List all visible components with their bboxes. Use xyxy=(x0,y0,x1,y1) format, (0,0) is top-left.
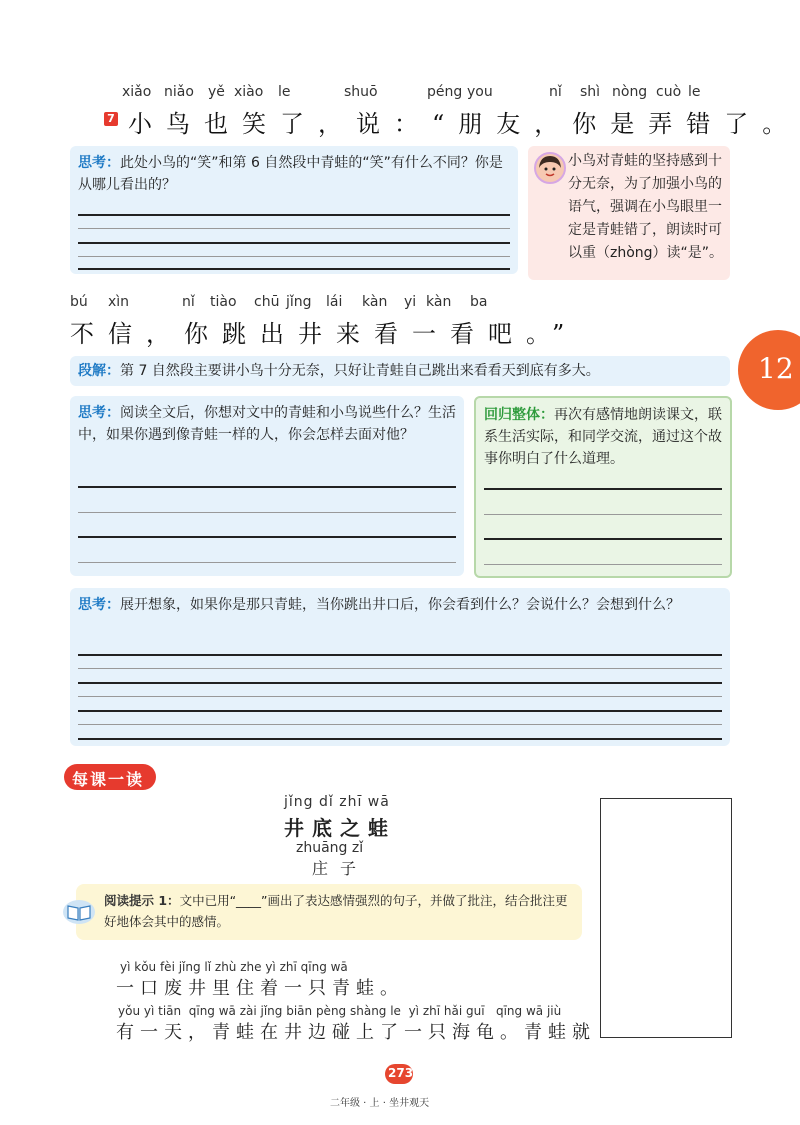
answer-line xyxy=(78,562,456,563)
think1-text: 此处小鸟的“笑”和第 6 自然段中青蛙的“笑”有什么不同？你是从哪儿看出的？ xyxy=(78,155,503,193)
duanjie-text: 第 7 自然段主要讲小鸟十分无奈，只好让青蛙自己跳出来看看天到底有多大。 xyxy=(120,363,600,379)
answer-line xyxy=(78,710,722,712)
pinyin: chū xyxy=(254,294,280,310)
pinyin: nǐ xyxy=(182,294,195,310)
paragraph-number-badge xyxy=(104,112,118,126)
answer-line xyxy=(78,738,722,740)
answer-line xyxy=(78,214,510,216)
reading-author: 庄子 xyxy=(312,859,369,878)
reading-hint-text-wrap xyxy=(104,890,578,932)
pinyin: shì xyxy=(580,84,601,100)
reading-author-pinyin: zhuāng zǐ xyxy=(296,840,364,856)
answer-line xyxy=(78,696,722,697)
pinyin: xìn xyxy=(108,294,130,310)
pinyin: lái xyxy=(326,294,343,310)
huigui-panel xyxy=(474,396,732,578)
tip-text: 小鸟对青蛙的坚持感到十分无奈，为了加强小鸟的语气，强调在小鸟眼里一定是青蛙错了，朗读时可以重（zhòng）读“是”。 xyxy=(568,153,724,261)
pinyin: tiào xyxy=(210,294,237,310)
pinyin: kàn xyxy=(362,294,388,310)
p7-pinyin-row2 xyxy=(70,294,570,314)
duanjie-text-wrap xyxy=(78,360,718,382)
pinyin: yi xyxy=(404,294,417,310)
page-number: 273 xyxy=(388,1066,414,1080)
answer-line xyxy=(484,564,722,565)
reading-title: 井底之蛙 xyxy=(284,816,396,840)
pinyin: yě xyxy=(208,84,225,100)
think2-question xyxy=(78,402,458,446)
girl-avatar xyxy=(534,152,566,184)
reading-hint-text: 文中已用“____”画出了表达感情强烈的句子，并做了批注，结合批注更好地体会其中的感情。 xyxy=(104,893,568,929)
huigui-text-wrap xyxy=(484,404,724,470)
pinyin: cuò xyxy=(656,84,682,100)
p7-text-row1: 小鸟也笑了，说：“朋友，你是弄错了。 xyxy=(128,110,800,138)
answer-line xyxy=(78,536,456,538)
answer-line xyxy=(78,668,722,669)
daily-reading-label: 每课一读 xyxy=(72,770,145,789)
pinyin: jǐng xyxy=(286,294,312,310)
footer-caption: 二年级 · 上 · 坐井观天 xyxy=(330,1098,430,1109)
answer-line xyxy=(484,488,722,490)
pinyin: le xyxy=(688,84,701,100)
duanjie-label: 段解： xyxy=(78,363,120,379)
think2-label: 思考： xyxy=(78,405,120,421)
answer-line xyxy=(78,268,510,270)
pinyin: niǎo xyxy=(164,84,194,100)
answer-line xyxy=(78,228,510,229)
answer-line xyxy=(78,654,722,656)
pinyin: le xyxy=(278,84,291,100)
pinyin: ba xyxy=(470,294,488,310)
think3-question xyxy=(78,594,724,616)
think3-text: 展开想象，如果你是那只青蛙，当你跳出井口后，你会看到什么？会说什么？会想到什么？ xyxy=(120,597,680,613)
annotation-box xyxy=(600,798,732,1038)
answer-line xyxy=(78,682,722,684)
reading-text-line1: 一口废井里住着一只青蛙。 xyxy=(116,978,404,999)
chapter-number: 12 xyxy=(758,352,794,385)
huigui-label: 回归整体： xyxy=(484,407,554,423)
reading-text-line2: 有一天，青蛙在井边碰上了一只海龟。青蛙就 xyxy=(116,1022,596,1043)
answer-line xyxy=(484,538,722,540)
pinyin: nòng xyxy=(612,84,648,100)
think1-panel xyxy=(70,146,518,274)
reading-title-pinyin: jǐng dǐ zhī wā xyxy=(284,794,390,810)
think2-text: 阅读全文后，你想对文中的青蛙和小鸟说些什么？生活中，如果你遇到像青蛙一样的人，你会怎样去面对他？ xyxy=(78,405,456,443)
book-icon xyxy=(62,898,96,926)
page-number-badge xyxy=(385,1064,413,1084)
p7-pinyin-row1 xyxy=(122,84,742,104)
daily-reading-badge xyxy=(64,764,156,790)
reading-hint-panel xyxy=(76,884,582,940)
reading-pinyin-line2: yǒu yì tiān qīng wā zài jǐng biān pèng shàng le yì zhī hǎi guī qīng wā jiù xyxy=(118,1004,562,1018)
answer-line xyxy=(78,486,456,488)
pinyin: péng xyxy=(427,84,463,100)
duanjie-panel xyxy=(70,356,730,386)
reading-pinyin-line1: yì kǒu fèi jǐng lǐ zhù zhe yì zhī qīng wā xyxy=(120,960,348,974)
think1-label: 思考： xyxy=(78,155,120,171)
pinyin: xiào xyxy=(234,84,264,100)
p7-text-row2: 不信，你跳出井来看一看吧。” xyxy=(70,320,579,348)
paragraph-number: 7 xyxy=(107,112,115,125)
think1-question xyxy=(78,152,510,196)
think3-panel xyxy=(70,588,730,746)
huigui-text: 再次有感情地朗读课文，联系生活实际，和同学交流，通过这个故事你明白了什么道理。 xyxy=(484,407,722,467)
chapter-tab xyxy=(738,330,800,410)
answer-line xyxy=(78,242,510,244)
pinyin: kàn xyxy=(426,294,452,310)
reading-hint-label: 阅读提示 1： xyxy=(104,893,180,908)
tip-panel xyxy=(528,146,730,280)
think3-label: 思考： xyxy=(78,597,120,613)
pinyin: xiǎo xyxy=(122,84,152,100)
answer-line xyxy=(78,256,510,257)
pinyin: nǐ xyxy=(549,84,562,100)
pinyin: shuō xyxy=(344,84,378,100)
think2-panel xyxy=(70,396,464,576)
answer-line xyxy=(484,514,722,515)
pinyin: you xyxy=(467,84,493,100)
answer-line xyxy=(78,724,722,725)
pinyin: bú xyxy=(70,294,88,310)
answer-line xyxy=(78,512,456,513)
girl-face-icon xyxy=(536,154,564,182)
